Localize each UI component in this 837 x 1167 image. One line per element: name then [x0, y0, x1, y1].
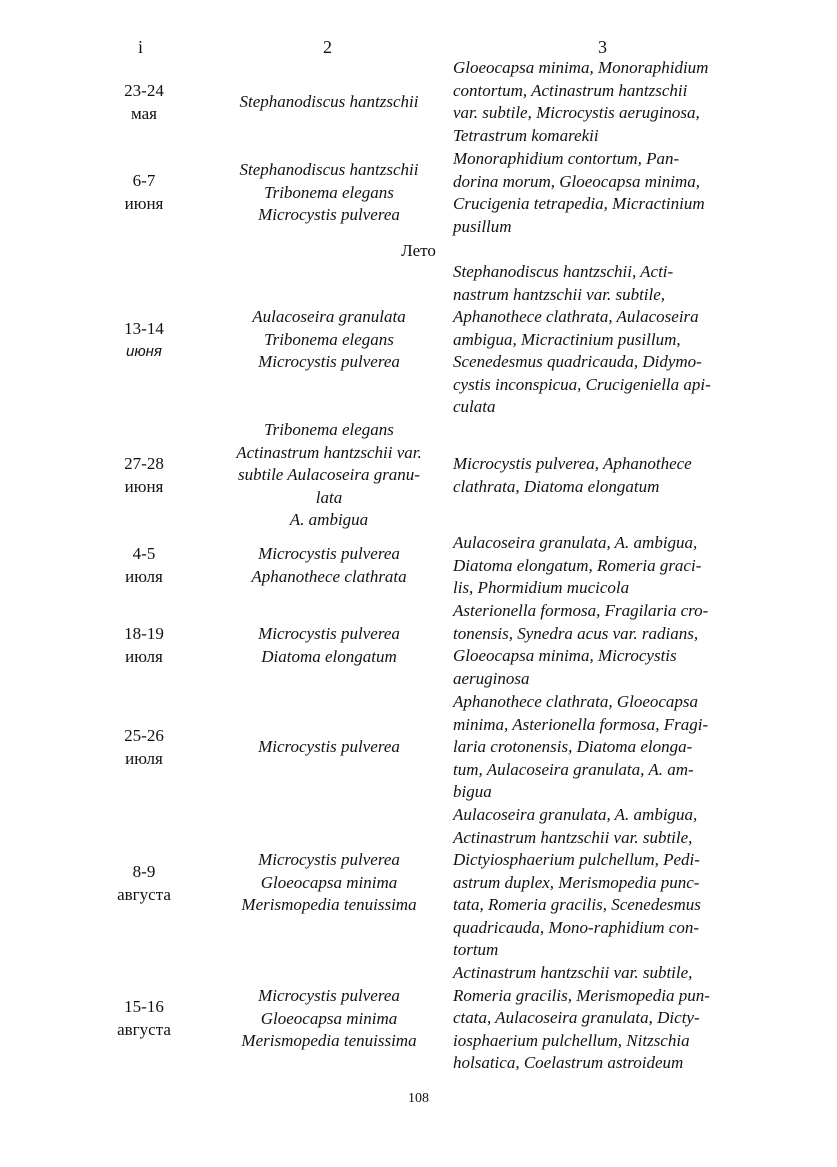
dominant-species: Diatoma elongatum: [261, 646, 397, 666]
species-line: culata: [453, 397, 496, 416]
row-date: 4-5: [132, 544, 156, 563]
row-subdominant-cell: [453, 804, 756, 962]
row-date-cell: [92, 861, 196, 906]
species-line: cystis inconspicua, Crucigeniella api-: [453, 374, 711, 394]
row-dominant-cell: [205, 985, 453, 1053]
header-col-3: 3: [598, 37, 607, 57]
row-month: мая: [130, 103, 157, 123]
species-line: ctata, Aulacoseira granulata, Dicty-: [453, 1008, 700, 1027]
species-line: quadricauda, Mono-raphidium con-: [453, 917, 700, 937]
species-line: tata, Romeria gracilis, Scenedesmus: [453, 895, 701, 914]
dominant-species: Tribonema elegans: [264, 182, 394, 202]
dominant-species: Stephanodiscus hantzschii: [239, 92, 419, 111]
row-month: августа: [117, 1019, 171, 1039]
dominant-species: Stephanodiscus hantzschii: [239, 160, 419, 179]
row-dominant-cell: [205, 623, 453, 668]
header-col-2: 2: [323, 37, 332, 57]
dominant-species: A. ambigua: [289, 510, 369, 529]
row-date: 8-9: [132, 862, 156, 881]
species-line: minima, Asterionella formosa, Fragi-: [453, 714, 709, 734]
species-line: Diatoma elongatum, Romeria graci-: [453, 555, 702, 575]
page-number: 108: [408, 1091, 429, 1106]
row-date-cell: [92, 543, 196, 588]
species-line: Aulacoseira granulata, A. ambigua,: [453, 533, 698, 552]
species-line: Stephanodiscus hantzschii, Acti-: [453, 262, 674, 281]
row-subdominant-cell: [453, 532, 756, 600]
species-line: ambigua, Micractinium pusillum,: [453, 329, 681, 349]
row-month: июня: [124, 476, 164, 496]
row-date: 13-14: [124, 319, 164, 338]
dominant-species: Tribonema elegans: [264, 420, 394, 439]
row-month: июня: [124, 193, 164, 213]
dominant-species: Microcystis pulverea: [258, 850, 400, 869]
species-line: clathrata, Diatoma elongatum: [453, 476, 660, 496]
row-date: 15-16: [124, 997, 164, 1016]
species-line: Aphanothece clathrata, Gloeocapsa: [453, 692, 699, 711]
season-heading: Лето: [401, 241, 436, 260]
dominant-species: Merismopedia tenuissima: [241, 1031, 417, 1050]
row-dominant-cell: [205, 543, 453, 588]
species-line: var. subtile, Microcystis aeruginosa,: [453, 103, 700, 122]
species-line: Actinastrum hantzschii var. subtile,: [453, 963, 693, 982]
dominant-species: Actinastrum hantzschii var.: [236, 442, 422, 462]
row-subdominant-cell: [453, 600, 756, 690]
row-month: июля: [125, 566, 163, 586]
row-dominant-cell: [205, 736, 453, 759]
species-line: Romeria gracilis, Merismopedia pun-: [453, 985, 710, 1005]
row-dominant-cell: [205, 91, 453, 114]
row-month: августа: [117, 884, 171, 904]
species-line: tonensis, Synedra acus var. radians,: [453, 623, 699, 643]
row-subdominant-cell: [453, 148, 756, 238]
row-subdominant-cell: [453, 57, 756, 147]
species-line: Actinastrum hantzschii var. subtile,: [453, 827, 693, 847]
species-line: Monoraphidium contortum, Pan-: [453, 149, 680, 168]
species-line: Gloeocapsa minima, Microcystis: [453, 646, 677, 665]
dominant-species: Gloeocapsa minima: [260, 872, 398, 892]
species-line: Tetrastrum komarekii: [453, 125, 599, 145]
row-date: 18-19: [124, 624, 164, 643]
species-line: Gloeocapsa minima, Monoraphidium: [453, 58, 709, 77]
dominant-species: Gloeocapsa minima: [260, 1008, 398, 1028]
species-line: laria crotonensis, Diatoma elonga-: [453, 737, 693, 756]
row-subdominant-cell: [453, 261, 756, 419]
species-line: bigua: [453, 782, 492, 801]
dominant-species: Aulacoseira granulata: [252, 307, 406, 326]
species-line: tortum: [453, 940, 499, 959]
dominant-species: Aphanothece clathrata: [251, 566, 407, 586]
species-line: Dictyiosphaerium pulchellum, Pedi-: [453, 850, 700, 869]
row-date-cell: [92, 170, 196, 215]
row-date-cell: [92, 453, 196, 498]
row-subdominant-cell: [453, 691, 756, 804]
species-line: iosphaerium pulchellum, Nitzschia: [453, 1030, 690, 1050]
row-date: 23-24: [124, 81, 164, 100]
header-col-1: i: [138, 37, 144, 57]
row-month: июня: [126, 342, 162, 360]
species-line: Aulacoseira granulata, A. ambigua,: [453, 805, 698, 824]
species-line: Asterionella formosa, Fragilaria cro-: [453, 601, 709, 620]
row-subdominant-cell: [453, 962, 756, 1075]
species-line: astrum duplex, Merismopedia punc-: [453, 872, 700, 892]
species-line: aeruginosa: [453, 668, 530, 688]
species-line: pusillum: [453, 216, 512, 236]
row-date-cell: [92, 80, 196, 125]
row-subdominant-cell: [453, 453, 756, 498]
row-date: 27-28: [124, 454, 164, 473]
row-dominant-cell: [205, 306, 453, 374]
species-line: lis, Phormidium mucicola: [453, 578, 630, 597]
row-month: июля: [125, 646, 163, 666]
row-dominant-cell: [205, 849, 453, 917]
dominant-species: lata: [315, 487, 343, 507]
species-line: dorina morum, Gloeocapsa minima,: [453, 171, 700, 191]
row-date-cell: [92, 996, 196, 1041]
row-month: июля: [125, 748, 163, 768]
row-date-cell: [92, 623, 196, 668]
dominant-species: Tribonema elegans: [264, 329, 394, 349]
row-dominant-cell: [205, 159, 453, 227]
row-date: 6-7: [132, 171, 156, 190]
dominant-species: Microcystis pulverea: [258, 352, 400, 371]
species-line: nastrum hantzschii var. subtile,: [453, 284, 666, 304]
dominant-species: Microcystis pulverea: [258, 737, 400, 756]
species-line: Microcystis pulverea, Aphanothece: [453, 454, 692, 473]
dominant-species: Merismopedia tenuissima: [241, 895, 417, 914]
species-line: Aphanothece clathrata, Aulacoseira: [453, 307, 699, 326]
species-line: contortum, Actinastrum hantzschii: [453, 80, 688, 100]
species-line: Scenedesmus quadricauda, Didymo-: [453, 352, 702, 371]
species-line: tum, Aulacoseira granulata, A. am-: [453, 759, 694, 779]
row-dominant-cell: [205, 419, 453, 532]
row-date-cell: [92, 318, 196, 363]
dominant-species: Microcystis pulverea: [258, 205, 400, 224]
row-date: 25-26: [124, 726, 164, 745]
species-line: Crucigenia tetrapedia, Micractinium: [453, 194, 705, 213]
dominant-species: Microcystis pulverea: [258, 986, 400, 1005]
dominant-species: Microcystis pulverea: [258, 544, 400, 563]
species-line: holsatica, Coelastrum astroideum: [453, 1053, 684, 1072]
dominant-species: subtile Aulacoseira granu-: [238, 465, 420, 484]
dominant-species: Microcystis pulverea: [258, 624, 400, 643]
row-date-cell: [92, 725, 196, 770]
